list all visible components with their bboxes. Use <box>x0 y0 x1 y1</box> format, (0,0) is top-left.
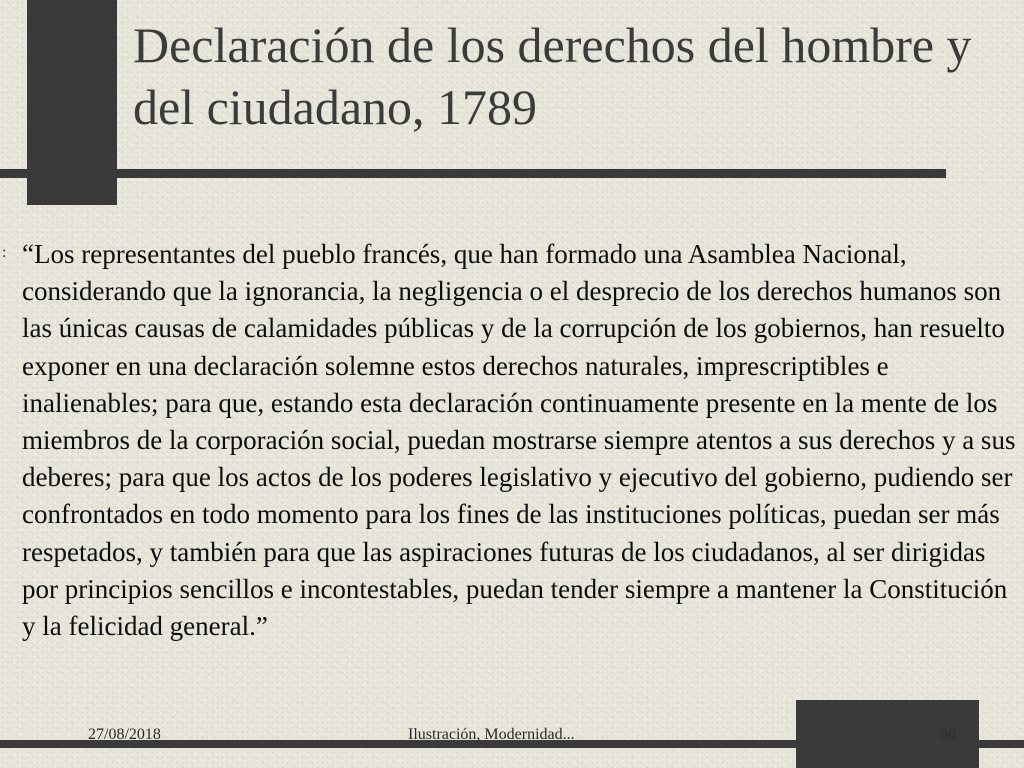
page-number: 36 <box>940 726 956 743</box>
footer-title: Ilustración, Modernidad... <box>408 726 575 743</box>
slide-title: Declaración de los derechos del hombre y del ciudadano, 1789 <box>133 17 972 135</box>
bullet-marker: : <box>2 244 7 261</box>
footer-date: 27/08/2018 <box>88 726 161 743</box>
title-rule <box>0 169 946 178</box>
quote-text: “Los representantes del pueblo francés, que han formado una Asamblea Nacional, considerando que la ignorancia, la negligencia o el desprecio de los derechos humanos son las únicas causas de calamidades públicas y de la corrupción de los gobiernos, han resuelto exponer en una declaración solemne estos derechos naturales, imprescriptibles e inalienables; para que, estando esta declaración continuamente presente en la mente de los miembros de la corporación social, puedan mostrarse siempre atentos a sus derechos y a sus deberes; para que los actos de los poderes legislativo y ejecutivo del gobierno, pudiendo ser confrontados en todo momento para los fines de las instituciones políticas, puedan ser más respetados, y también para que las aspiraciones futuras de los ciudadanos, al ser dirigidas por principios sencillos e incontestables, puedan tender siempre a mantener la Constitución y la felicidad general.” <box>22 239 1016 642</box>
